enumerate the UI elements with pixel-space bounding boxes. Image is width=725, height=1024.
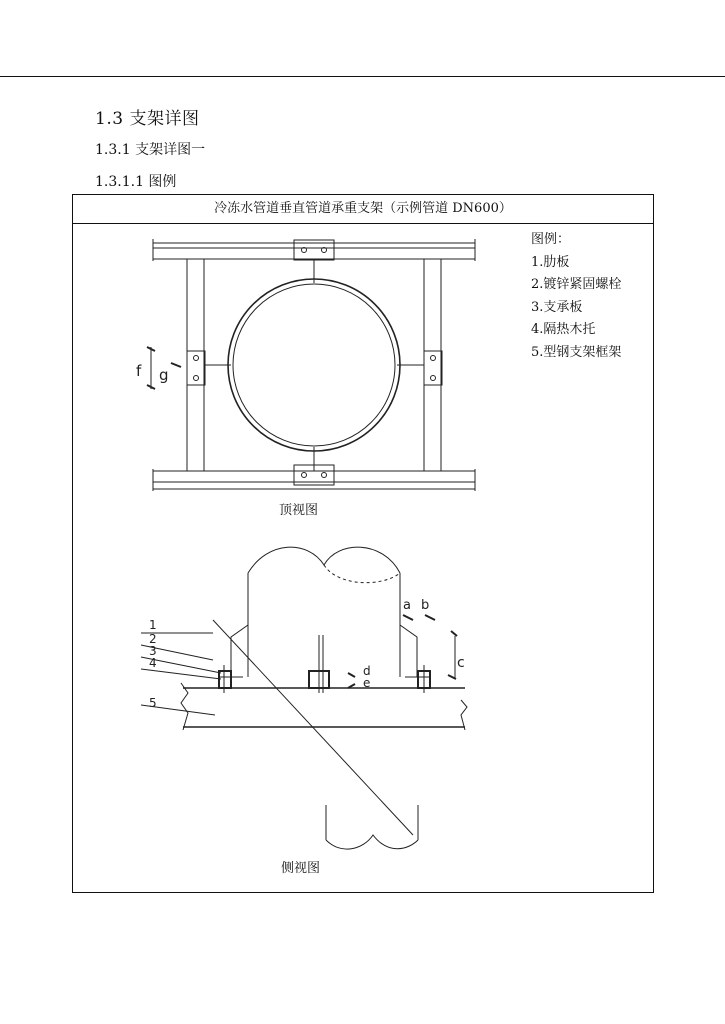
legend-item-galvanized-bolt: 2.镀锌紧固螺栓 bbox=[531, 277, 622, 292]
dim-label-f: f bbox=[136, 362, 142, 380]
legend-item-wood-block: 4.隔热木托 bbox=[531, 322, 596, 337]
top-view bbox=[147, 239, 475, 491]
part-label-1: 1 bbox=[149, 618, 157, 632]
legend-title: 图例： bbox=[531, 232, 571, 247]
top-view-caption: 顶视图 bbox=[279, 503, 319, 518]
legend-item-steel-frame: 5.型钢支架框架 bbox=[531, 344, 622, 360]
dim-label-e: e bbox=[363, 676, 371, 690]
legend-item-rib-plate: 1.肋板 bbox=[531, 254, 570, 270]
side-view bbox=[141, 547, 467, 849]
subsection-heading: 1.3.1 支架详图一 bbox=[95, 142, 206, 158]
dim-label-g: g bbox=[159, 366, 169, 384]
part-label-4: 4 bbox=[149, 656, 157, 670]
dim-label-d: d bbox=[363, 664, 371, 678]
support-drawing bbox=[73, 195, 653, 892]
figure-title: 冷冻水管道垂直管道承重支架（示例管道 DN600） bbox=[73, 195, 653, 224]
legend-item-support-plate: 3.支承板 bbox=[531, 299, 583, 315]
part-label-2: 2 bbox=[149, 632, 157, 646]
dim-label-c: c bbox=[457, 655, 465, 671]
section-heading: 1.3 支架详图 bbox=[95, 109, 200, 129]
side-view-caption: 侧视图 bbox=[281, 861, 321, 876]
dim-label-b: b bbox=[421, 598, 430, 613]
header-rule bbox=[0, 76, 725, 77]
part-label-5: 5 bbox=[149, 696, 157, 710]
dim-label-a: a bbox=[403, 598, 411, 613]
subsubsection-heading: 1.3.1.1 图例 bbox=[95, 174, 177, 190]
part-label-3: 3 bbox=[149, 644, 157, 658]
figure-frame bbox=[72, 194, 654, 893]
